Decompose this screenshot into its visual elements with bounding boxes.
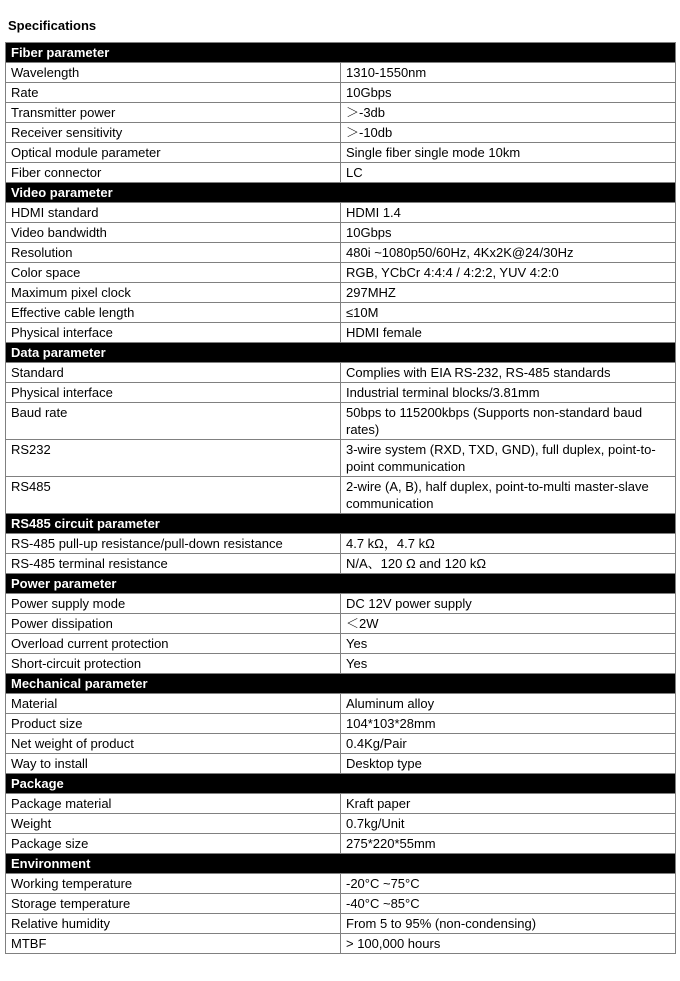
- section-header-row: [6, 183, 676, 203]
- table-row: [6, 694, 676, 714]
- param-value-cell: > 100,000 hours: [341, 934, 676, 954]
- table-row: [6, 794, 676, 814]
- param-value-cell: Single fiber single mode 10km: [341, 143, 676, 163]
- param-value-cell: Aluminum alloy: [341, 694, 676, 714]
- param-name-cell: Working temperature: [6, 874, 341, 894]
- param-name-cell: Product size: [6, 714, 341, 734]
- table-row: [6, 283, 676, 303]
- table-row: [6, 403, 676, 440]
- param-name-cell: Short-circuit protection: [6, 654, 341, 674]
- param-value-cell: 4.7 kΩ，4.7 kΩ: [341, 534, 676, 554]
- section-header-row: [6, 43, 676, 63]
- param-value-cell: ≤10M: [341, 303, 676, 323]
- table-row: [6, 894, 676, 914]
- table-row: [6, 243, 676, 263]
- param-name-cell: Maximum pixel clock: [6, 283, 341, 303]
- param-value-cell: N/A、120 Ω and 120 kΩ: [341, 554, 676, 574]
- param-name-cell: HDMI standard: [6, 203, 341, 223]
- param-value-cell: -20°C ~75°C: [341, 874, 676, 894]
- param-value-cell: ＜2W: [341, 614, 676, 634]
- param-value-cell: Industrial terminal blocks/3.81mm: [341, 383, 676, 403]
- param-name-cell: Physical interface: [6, 383, 341, 403]
- param-name-cell: Storage temperature: [6, 894, 341, 914]
- param-name-cell: Power supply mode: [6, 594, 341, 614]
- param-value-cell: 50bps to 115200kbps (Supports non-standard baud rates): [341, 403, 676, 440]
- table-row: [6, 614, 676, 634]
- table-row: [6, 477, 676, 514]
- param-value-cell: 275*220*55mm: [341, 834, 676, 854]
- table-row: [6, 63, 676, 83]
- table-row: [6, 323, 676, 343]
- param-name-cell: Package size: [6, 834, 341, 854]
- param-name-cell: Weight: [6, 814, 341, 834]
- param-name-cell: Rate: [6, 83, 341, 103]
- param-value-cell: RGB, YCbCr 4:4:4 / 4:2:2, YUV 4:2:0: [341, 263, 676, 283]
- table-row: [6, 714, 676, 734]
- param-name-cell: Relative humidity: [6, 914, 341, 934]
- specifications-table-body: [6, 43, 676, 954]
- section-header-row: [6, 574, 676, 594]
- param-name-cell: Standard: [6, 363, 341, 383]
- param-value-cell: 480i ~1080p50/60Hz, 4Kx2K@24/30Hz: [341, 243, 676, 263]
- table-row: [6, 103, 676, 123]
- param-value-cell: HDMI 1.4: [341, 203, 676, 223]
- page-title: Specifications: [8, 18, 97, 33]
- param-value-cell: Yes: [341, 654, 676, 674]
- param-name-cell: Way to install: [6, 754, 341, 774]
- param-name-cell: Net weight of product: [6, 734, 341, 754]
- table-row: [6, 143, 676, 163]
- table-row: [6, 383, 676, 403]
- param-name-cell: Wavelength: [6, 63, 341, 83]
- param-value-cell: 10Gbps: [341, 83, 676, 103]
- param-value-cell: Kraft paper: [341, 794, 676, 814]
- table-row: [6, 734, 676, 754]
- table-row: [6, 123, 676, 143]
- param-name-cell: Power dissipation: [6, 614, 341, 634]
- param-name-cell: Transmitter power: [6, 103, 341, 123]
- param-value-cell: ＞-10db: [341, 123, 676, 143]
- section-header-row: [6, 674, 676, 694]
- param-value-cell: 2-wire (A, B), half duplex, point-to-multi master-slave communication: [341, 477, 676, 514]
- table-row: [6, 263, 676, 283]
- param-value-cell: -40°C ~85°C: [341, 894, 676, 914]
- table-row: [6, 594, 676, 614]
- param-value-cell: 3-wire system (RXD, TXD, GND), full duplex, point-to-point communication: [341, 440, 676, 477]
- param-value-cell: 1310-1550nm: [341, 63, 676, 83]
- param-value-cell: LC: [341, 163, 676, 183]
- table-row: [6, 934, 676, 954]
- param-name-cell: MTBF: [6, 934, 341, 954]
- section-header: RS485 circuit parameter: [6, 514, 676, 534]
- param-value-cell: Desktop type: [341, 754, 676, 774]
- table-row: [6, 914, 676, 934]
- param-value-cell: Complies with EIA RS-232, RS-485 standards: [341, 363, 676, 383]
- param-value-cell: 297MHZ: [341, 283, 676, 303]
- table-row: [6, 223, 676, 243]
- section-header: Power parameter: [6, 574, 676, 594]
- param-name-cell: Resolution: [6, 243, 341, 263]
- table-row: [6, 363, 676, 383]
- table-row: [6, 834, 676, 854]
- section-header: Video parameter: [6, 183, 676, 203]
- param-name-cell: Receiver sensitivity: [6, 123, 341, 143]
- table-row: [6, 203, 676, 223]
- param-name-cell: Physical interface: [6, 323, 341, 343]
- section-header: Data parameter: [6, 343, 676, 363]
- param-value-cell: Yes: [341, 634, 676, 654]
- specifications-table: [5, 42, 676, 954]
- param-value-cell: HDMI female: [341, 323, 676, 343]
- param-name-cell: RS-485 pull-up resistance/pull-down resistance: [6, 534, 341, 554]
- table-row: [6, 440, 676, 477]
- section-header: Environment: [6, 854, 676, 874]
- param-name-cell: Fiber connector: [6, 163, 341, 183]
- param-value-cell: From 5 to 95% (non-condensing): [341, 914, 676, 934]
- param-name-cell: RS232: [6, 440, 341, 477]
- param-name-cell: Package material: [6, 794, 341, 814]
- section-header-row: [6, 343, 676, 363]
- param-name-cell: Overload current protection: [6, 634, 341, 654]
- param-value-cell: 10Gbps: [341, 223, 676, 243]
- table-row: [6, 814, 676, 834]
- section-header-row: [6, 854, 676, 874]
- table-row: [6, 754, 676, 774]
- table-row: [6, 874, 676, 894]
- param-value-cell: 0.4Kg/Pair: [341, 734, 676, 754]
- param-name-cell: Optical module parameter: [6, 143, 341, 163]
- param-name-cell: Baud rate: [6, 403, 341, 440]
- table-row: [6, 654, 676, 674]
- param-value-cell: 0.7kg/Unit: [341, 814, 676, 834]
- param-value-cell: DC 12V power supply: [341, 594, 676, 614]
- table-row: [6, 163, 676, 183]
- param-name-cell: RS-485 terminal resistance: [6, 554, 341, 574]
- table-row: [6, 303, 676, 323]
- table-row: [6, 554, 676, 574]
- section-header-row: [6, 774, 676, 794]
- param-name-cell: Video bandwidth: [6, 223, 341, 243]
- param-value-cell: ＞-3db: [341, 103, 676, 123]
- section-header: Mechanical parameter: [6, 674, 676, 694]
- param-name-cell: Material: [6, 694, 341, 714]
- section-header: Fiber parameter: [6, 43, 676, 63]
- section-header: Package: [6, 774, 676, 794]
- param-name-cell: Color space: [6, 263, 341, 283]
- param-name-cell: RS485: [6, 477, 341, 514]
- table-row: [6, 634, 676, 654]
- section-header-row: [6, 514, 676, 534]
- table-row: [6, 83, 676, 103]
- param-name-cell: Effective cable length: [6, 303, 341, 323]
- table-row: [6, 534, 676, 554]
- param-value-cell: 104*103*28mm: [341, 714, 676, 734]
